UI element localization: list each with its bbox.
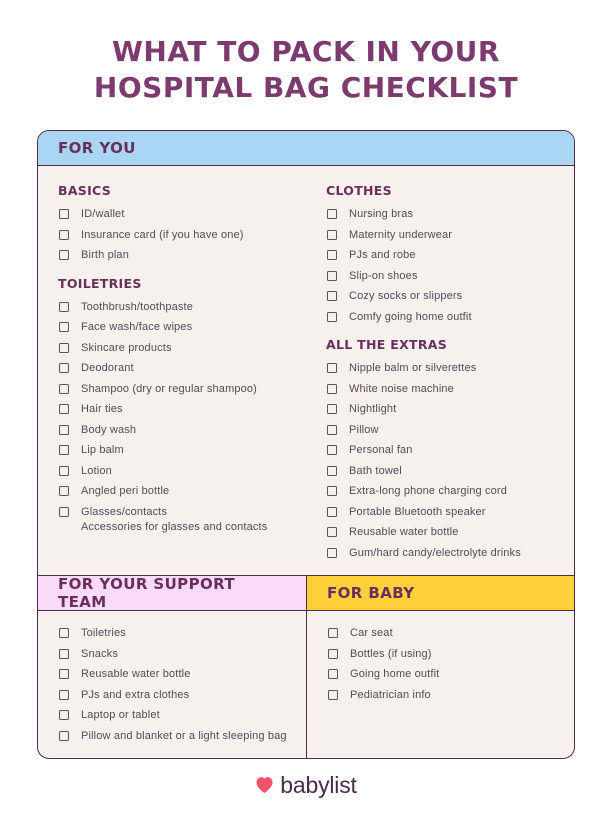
checkbox[interactable] (59, 363, 69, 373)
item-text (81, 342, 172, 356)
item-label: PJs and extra clothes (81, 688, 190, 701)
item-text (81, 229, 244, 243)
item-label: Nightlight (349, 403, 397, 415)
item-text (349, 485, 507, 499)
checklist-item (58, 249, 326, 263)
item-text (349, 403, 396, 417)
section-clothes (326, 183, 556, 324)
checkbox[interactable] (327, 250, 337, 260)
checkbox[interactable] (59, 445, 69, 455)
checkbox[interactable] (327, 312, 337, 322)
item-label: Slip-on shoes (349, 269, 418, 282)
item-text (81, 506, 267, 535)
item-label: Laptop or tablet (81, 709, 160, 721)
item-label: Extra-long phone charging cord (349, 485, 507, 497)
checkbox[interactable] (59, 731, 69, 741)
item-text (81, 403, 123, 417)
item-label: Car seat (350, 627, 393, 639)
item-label: ID/wallet (81, 208, 125, 220)
page-title (0, 34, 612, 106)
checklist-item (326, 403, 556, 417)
item-label: Insurance card (if you have one) (81, 228, 244, 241)
bottom-sections (38, 575, 574, 758)
checkbox[interactable] (59, 250, 69, 260)
heart-icon (255, 776, 274, 794)
checkbox[interactable] (59, 466, 69, 476)
babylist-logo (0, 773, 612, 797)
checklist-item (58, 362, 326, 376)
item-text (349, 526, 459, 540)
checklist-item (326, 526, 556, 540)
item-text (350, 689, 431, 703)
checkbox[interactable] (59, 669, 69, 679)
item-label: Shampoo (dry or regular shampoo) (81, 382, 257, 395)
basics-checklist (58, 208, 326, 263)
for-you-header (38, 131, 574, 166)
item-text (349, 208, 413, 222)
support-team-column (38, 576, 306, 758)
item-text (349, 465, 402, 479)
item-label: Pediatrician info (350, 688, 431, 701)
checkbox[interactable] (59, 230, 69, 240)
item-text (81, 648, 118, 662)
checklist-item (326, 362, 556, 376)
item-text (81, 362, 134, 376)
item-text (349, 444, 413, 458)
checkbox[interactable] (328, 628, 338, 638)
basics-heading: BASICS (58, 183, 112, 198)
item-text (81, 689, 189, 703)
item-text (349, 270, 418, 284)
checklist-item (326, 485, 556, 499)
support-team-header-label: FOR YOUR SUPPORT TEAM (58, 575, 236, 611)
checkbox[interactable] (327, 209, 337, 219)
checkbox[interactable] (328, 669, 338, 679)
logo-text: babylist (280, 772, 357, 798)
item-text (349, 362, 476, 376)
toiletries-checklist (58, 301, 326, 535)
checklist-item (58, 321, 326, 335)
item-text (349, 383, 454, 397)
item-text (81, 730, 287, 744)
item-label: Birth plan (81, 249, 129, 261)
checkbox[interactable] (327, 466, 337, 476)
item-text (349, 506, 486, 520)
checklist-item (327, 668, 564, 682)
page-title-line2: HOSPITAL BAG CHECKLIST (93, 71, 519, 104)
checklist-item (326, 249, 556, 263)
checkbox[interactable] (327, 486, 337, 496)
for-baby-body (307, 611, 574, 750)
section-toiletries (58, 276, 326, 535)
item-label: White noise machine (349, 382, 454, 395)
checkbox[interactable] (59, 322, 69, 332)
item-label: Angled peri bottle (81, 485, 170, 497)
checkbox[interactable] (59, 384, 69, 394)
item-text (349, 547, 521, 561)
for-you-left-column (58, 181, 326, 567)
item-label: Nipple balm or silverettes (349, 362, 477, 374)
item-text (349, 249, 416, 263)
item-text (349, 311, 472, 325)
checkbox[interactable] (327, 527, 337, 537)
checkbox[interactable] (327, 548, 337, 558)
support-team-body (38, 611, 306, 758)
checkbox[interactable] (327, 291, 337, 301)
checkbox[interactable] (327, 384, 337, 394)
item-text (81, 627, 126, 641)
checkbox[interactable] (59, 710, 69, 720)
checklist-item (326, 229, 556, 243)
item-text (81, 301, 193, 315)
checkbox[interactable] (327, 445, 337, 455)
checklist-item (326, 424, 556, 438)
item-label: Pillow and blanket or a light sleeping bag (81, 729, 287, 742)
checklist-item (58, 301, 326, 315)
checklist-item (58, 229, 326, 243)
item-text (349, 290, 462, 304)
clothes-checklist (326, 208, 556, 324)
item-label: Maternity underwear (349, 228, 453, 241)
item-label: Snacks (81, 647, 118, 660)
item-label: Skincare products (81, 341, 172, 354)
item-label: Lotion (81, 464, 112, 477)
item-text (81, 249, 129, 263)
checklist-item (327, 648, 564, 662)
item-text (350, 668, 439, 682)
item-label: PJs and robe (349, 249, 416, 261)
item-label: Deodorant (81, 362, 134, 374)
checklist-item (58, 342, 326, 356)
checkbox[interactable] (59, 486, 69, 496)
item-text (81, 208, 125, 222)
checklist-item (326, 311, 556, 325)
for-baby-header (307, 576, 574, 611)
checklist-item (326, 444, 556, 458)
checkbox[interactable] (327, 507, 337, 517)
item-label: Reusable water bottle (349, 526, 459, 538)
item-label: Gum/hard candy/electrolyte drinks (349, 546, 521, 559)
checkbox[interactable] (328, 690, 338, 700)
checklist-item (58, 444, 326, 458)
all-the-extras-checklist (326, 362, 556, 560)
item-label: Personal fan (349, 444, 413, 456)
checklist-item (58, 403, 326, 417)
checklist-item (327, 689, 564, 703)
checkbox[interactable] (59, 302, 69, 312)
checkbox[interactable] (59, 628, 69, 638)
item-text (81, 465, 112, 479)
item-label: Portable Bluetooth speaker (349, 505, 486, 518)
page-title-line1: WHAT TO PACK IN YOUR (112, 35, 500, 68)
item-label: Nursing bras (349, 208, 414, 220)
checklist-item (58, 383, 326, 397)
checklist-item (58, 689, 296, 703)
item-label: Toothbrush/toothpaste (81, 300, 194, 313)
item-label: Body wash (81, 423, 137, 436)
for-you-body (38, 166, 574, 575)
item-text (350, 627, 393, 641)
checklist-item (327, 627, 564, 641)
item-text (81, 321, 192, 335)
checkbox[interactable] (59, 649, 69, 659)
checklist-item (326, 506, 556, 520)
toiletries-heading: TOILETRIES (58, 275, 142, 291)
checklist-item (58, 668, 296, 682)
item-label: Hair ties (81, 403, 123, 415)
checkbox[interactable] (327, 230, 337, 240)
checkbox[interactable] (59, 404, 69, 414)
item-label: Bottles (if using) (350, 647, 432, 660)
checkbox[interactable] (327, 363, 337, 373)
checklist-item (58, 709, 296, 723)
clothes-heading: CLOTHES (326, 183, 392, 198)
checkbox[interactable] (328, 649, 338, 659)
item-sub-label: Accessories for glasses and contacts (81, 521, 268, 533)
item-text (349, 229, 452, 243)
item-label: Face wash/face wipes (81, 321, 193, 333)
checklist-item (326, 465, 556, 479)
checklist-item (58, 424, 326, 438)
item-label: Pillow (349, 423, 379, 436)
item-text (349, 424, 379, 438)
checkbox[interactable] (59, 209, 69, 219)
item-label: Glasses/contacts (81, 505, 168, 518)
support-team-checklist (58, 627, 296, 743)
item-label: Cozy socks or slippers (349, 290, 463, 302)
checkbox[interactable] (59, 690, 69, 700)
section-all-the-extras (326, 337, 556, 560)
for-baby-column (306, 576, 574, 758)
item-label: Lip balm (81, 444, 124, 456)
checklist-item (58, 506, 326, 535)
checkbox[interactable] (59, 507, 69, 517)
item-text (81, 668, 191, 682)
item-text (81, 424, 136, 438)
for-you-right-column (326, 181, 556, 567)
item-label: Comfy going home outfit (349, 310, 472, 323)
item-label: Toiletries (81, 627, 126, 639)
checkbox[interactable] (327, 425, 337, 435)
item-label: Reusable water bottle (81, 668, 191, 680)
item-text (81, 383, 257, 397)
checklist-item (58, 730, 296, 744)
checklist-item (58, 465, 326, 479)
checklist-item (326, 383, 556, 397)
checklist-item (326, 270, 556, 284)
checklist-card (37, 130, 575, 759)
item-text (81, 709, 160, 723)
checkbox[interactable] (59, 425, 69, 435)
item-label: Bath towel (349, 464, 402, 477)
item-text (350, 648, 432, 662)
checklist-item (326, 208, 556, 222)
checkbox[interactable] (327, 404, 337, 414)
all-the-extras-heading: ALL THE EXTRAS (326, 337, 448, 352)
checklist-item (326, 547, 556, 561)
for-baby-header-label: FOR BABY (327, 584, 415, 602)
item-label: Going home outfit (350, 668, 440, 680)
checklist-item (58, 208, 326, 222)
section-basics (58, 183, 326, 263)
item-text (81, 485, 169, 499)
for-you-header-label: FOR YOU (58, 139, 136, 157)
checklist-item (58, 485, 326, 499)
for-baby-checklist (327, 627, 564, 702)
checklist-item (58, 627, 296, 641)
checklist-item (326, 290, 556, 304)
support-team-header (38, 576, 306, 611)
checklist-item (58, 648, 296, 662)
checkbox[interactable] (59, 343, 69, 353)
checkbox[interactable] (327, 271, 337, 281)
item-text (81, 444, 124, 458)
